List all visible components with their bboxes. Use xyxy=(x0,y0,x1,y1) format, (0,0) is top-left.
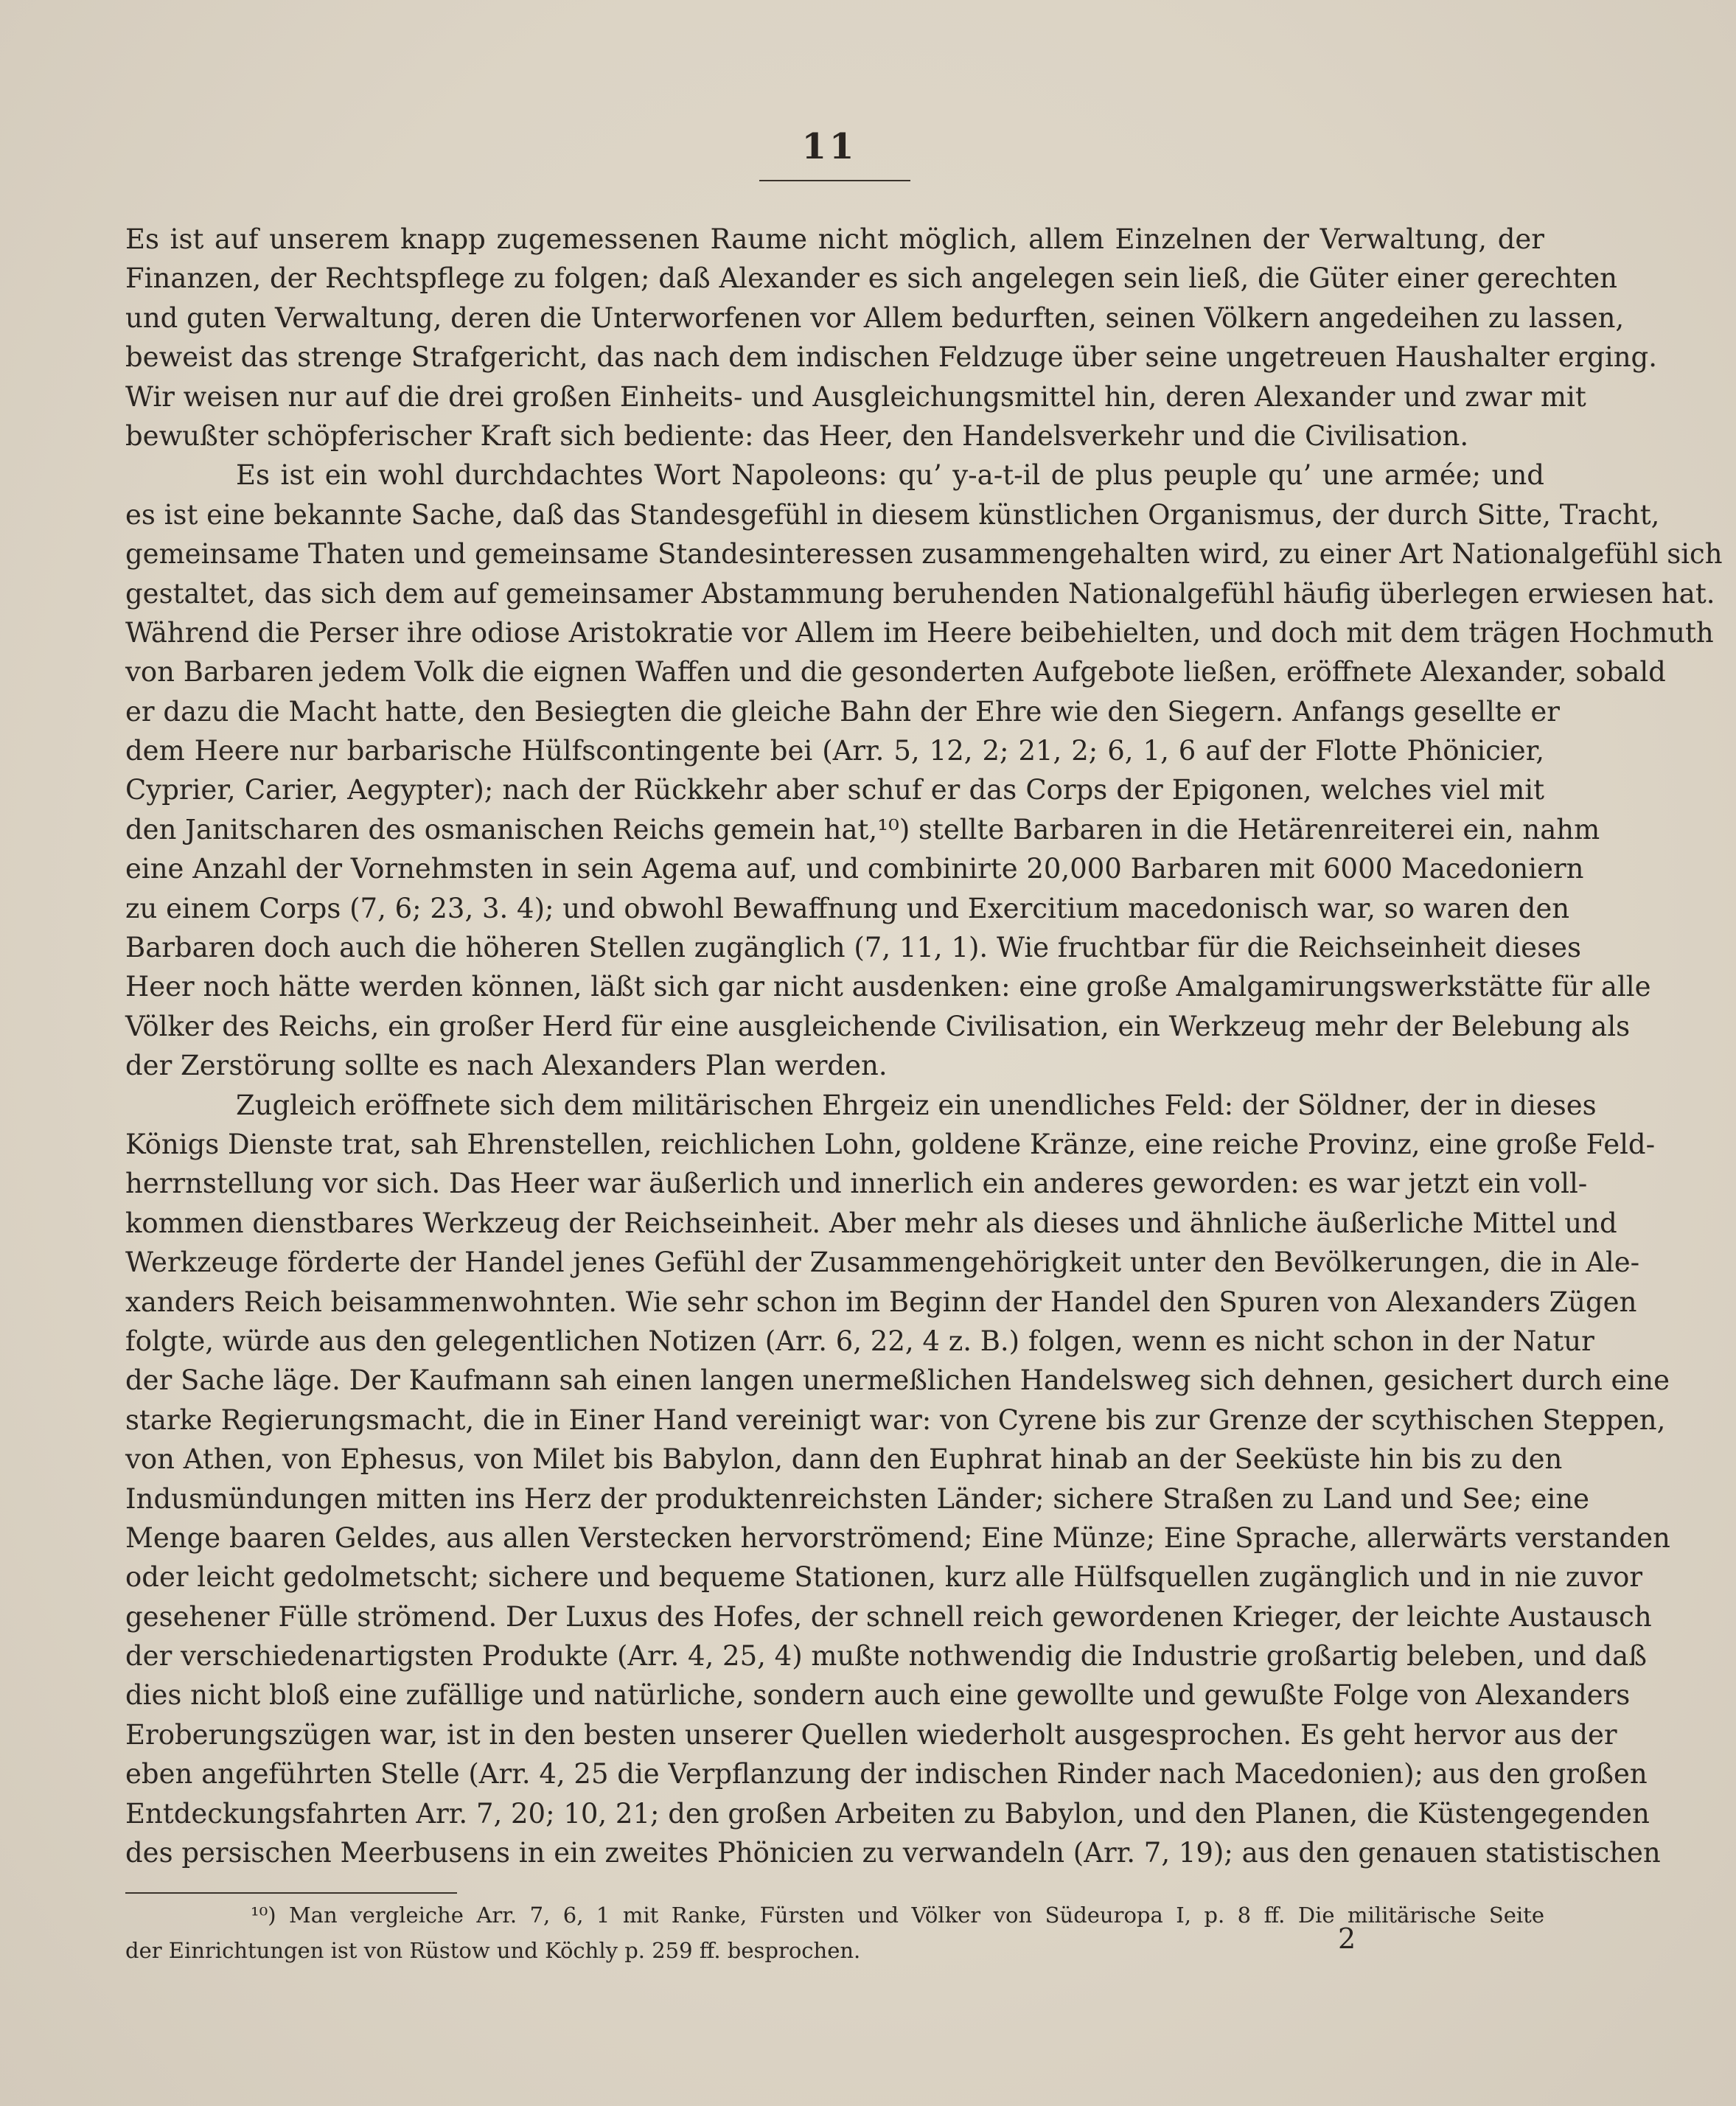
page-number-rule xyxy=(759,180,910,181)
text-line: Es ist auf unserem knapp zugemessenen Raume nicht möglich, allem Einzelnen der Verwaltung, der xyxy=(125,223,1544,255)
text-line: eben angeführten Stelle (Arr. 4, 25 die Verpflanzung der indischen Rinder nach Macedonien); aus den großen xyxy=(125,1758,1648,1791)
footnote-line: der Einrichtungen ist von Rüstow und Köchly p. 259 ff. besprochen. xyxy=(125,1938,861,1963)
text-line: und guten Verwaltung, deren die Unterworfenen vor Allem bedurften, seinen Völkern angedeihen zu lassen, xyxy=(125,301,1625,334)
text-line: zu einem Corps (7, 6; 23, 3. 4); und obwohl Bewaffnung und Exercitium macedonisch war, so waren den xyxy=(125,892,1570,924)
text-line: dem Heere nur barbarische Hülfscontingente bei (Arr. 5, 12, 2; 21, 2; 6, 1, 6 auf der Flotte Phönicier, xyxy=(125,735,1544,767)
text-line: Cyprier, Carier, Aegypter); nach der Rückkehr aber schuf er das Corps der Epigonen, welches viel mit xyxy=(125,774,1544,806)
text-line: er dazu die Macht hatte, den Besiegten die gleiche Bahn der Ehre wie den Siegern. Anfangs gesellte er xyxy=(125,695,1560,728)
text-line: Zugleich eröffnete sich dem militärischen Ehrgeiz ein unendliches Feld: der Söldner, der in dieses xyxy=(236,1089,1597,1121)
text-line: der Zerstörung sollte es nach Alexanders Plan werden. xyxy=(125,1050,888,1082)
text-line: Indusmündungen mitten ins Herz der produktenreichsten Länder; sichere Straßen zu Land und See; eine xyxy=(125,1482,1590,1515)
text-line: herrnstellung vor sich. Das Heer war äußerlich und innerlich ein anderes geworden: es war jetzt ein voll- xyxy=(125,1168,1588,1200)
text-line: Barbaren doch auch die höheren Stellen zugänglich (7, 11, 1). Wie fruchtbar für die Reichseinheit dieses xyxy=(125,932,1581,964)
text-line: Werkzeuge förderte der Handel jenes Gefühl der Zusammengehörigkeit unter den Bevölkerungen, die in Ale- xyxy=(125,1246,1640,1279)
text-line: Entdeckungsfahrten Arr. 7, 20; 10, 21; den großen Arbeiten zu Babylon, und den Planen, die Küstengegenden xyxy=(125,1797,1650,1830)
signature-mark: 2 xyxy=(1338,1922,1356,1955)
text-line: Menge baaren Geldes, aus allen Verstecken hervorströmend; Eine Münze; Eine Sprache, allerwärts verstanden xyxy=(125,1521,1670,1554)
text-line: von Barbaren jedem Volk die eignen Waffen und die gesonderten Aufgebote ließen, eröffnete Alexander, sobald xyxy=(125,656,1666,688)
text-line: Wir weisen nur auf die drei großen Einheits- und Ausgleichungsmittel hin, deren Alexander und zwar mit xyxy=(125,380,1586,413)
text-line: kommen dienstbares Werkzeug der Reichseinheit. Aber mehr als dieses und ähnliche äußerliche Mittel und xyxy=(125,1207,1617,1239)
footnote-line: ¹⁰) Man vergleiche Arr. 7, 6, 1 mit Ranke, Fürsten und Völker von Südeuropa I, p. 8 ff. Die militärische Seite xyxy=(251,1903,1544,1928)
text-line: bewußter schöpferischer Kraft sich bediente: das Heer, den Handelsverkehr und die Civilisation. xyxy=(125,419,1469,452)
text-line: Während die Perser ihre odiose Aristokratie vor Allem im Heere beibehielten, und doch mit dem trägen Hochmuth xyxy=(125,616,1714,649)
text-line: den Janitscharen des osmanischen Reichs gemein hat,¹⁰) stellte Barbaren in die Hetärenreiterei ein, nahm xyxy=(125,813,1600,845)
text-line: Eroberungszügen war, ist in den besten unserer Quellen wiederholt ausgesprochen. Es geht hervor aus der xyxy=(125,1718,1617,1751)
text-line: der Sache läge. Der Kaufmann sah einen langen unermeßlichen Handelsweg sich dehnen, gesichert durch eine xyxy=(125,1364,1670,1397)
text-line: gestaltet, das sich dem auf gemeinsamer Abstammung beruhenden Nationalgefühl häufig überlegen erwiesen hat. xyxy=(125,577,1715,610)
text-line: Finanzen, der Rechtspflege zu folgen; daß Alexander es sich angelegen sein ließ, die Güter einer gerechten xyxy=(125,262,1617,295)
text-line: Heer noch hätte werden können, läßt sich gar nicht ausdenken: eine große Amalgamirungswerkstätte für alle xyxy=(125,971,1651,1003)
text-line: beweist das strenge Strafgericht, das nach dem indischen Feldzuge über seine ungetreuen Haushalter erging. xyxy=(125,341,1657,374)
text-line: starke Regierungsmacht, die in Einer Hand vereinigt war: von Cyrene bis zur Grenze der scythischen Steppen, xyxy=(125,1404,1666,1436)
text-line: des persischen Meerbusens in ein zweites Phönicien zu verwandeln (Arr. 7, 19); aus den genauen statistischen xyxy=(125,1837,1661,1869)
text-line: folgte, würde aus den gelegentlichen Notizen (Arr. 6, 22, 4 z. B.) folgen, wenn es nicht schon in der Natur xyxy=(125,1325,1594,1357)
body-text xyxy=(125,220,1723,1872)
text-line: Königs Dienste trat, sah Ehrenstellen, reichlichen Lohn, goldene Kränze, eine reiche Provinz, eine große Feld- xyxy=(125,1128,1656,1160)
text-line: xanders Reich beisammenwohnten. Wie sehr schon im Beginn der Handel den Spuren von Alexanders Zügen xyxy=(125,1286,1637,1318)
text-line: oder leicht gedolmetscht; sichere und bequeme Stationen, kurz alle Hülfsquellen zugänglich und in nie zuvor xyxy=(125,1561,1643,1594)
text-line: von Athen, von Ephesus, von Milet bis Babylon, dann den Euphrat hinab an der Seeküste hin bis zu den xyxy=(125,1443,1563,1476)
text-line: der verschiedenartigsten Produkte (Arr. 4, 25, 4) mußte nothwendig die Industrie großartig beleben, und daß xyxy=(125,1640,1647,1673)
text-line: es ist eine bekannte Sache, daß das Standesgefühl in diesem künstlichen Organismus, der durch Sitte, Tracht, xyxy=(125,498,1660,531)
page-number: 11 xyxy=(801,126,857,167)
footnote xyxy=(125,1897,1544,1968)
text-line: Es ist ein wohl durchdachtes Wort Napoleons: qu’ y-a-t-il de plus peuple qu’ une armée; und xyxy=(236,459,1544,492)
text-line: gesehener Fülle strömend. Der Luxus des Hofes, der schnell reich gewordenen Krieger, der leichte Austausch xyxy=(125,1600,1652,1633)
text-line: eine Anzahl der Vornehmsten in sein Agema auf, und combinirte 20,000 Barbaren mit 6000 Macedoniern xyxy=(125,853,1584,885)
text-line: dies nicht bloß eine zufällige und natürliche, sondern auch eine gewollte und gewußte Folge von Alexanders xyxy=(125,1679,1631,1712)
text-line: Völker des Reichs, ein großer Herd für eine ausgleichende Civilisation, ein Werkzeug mehr der Belebung als xyxy=(125,1010,1631,1042)
text-line: gemeinsame Thaten und gemeinsame Standesinteressen zusammengehalten wird, zu einer Art Nationalgefühl sich xyxy=(125,538,1723,571)
footnote-rule xyxy=(125,1892,457,1894)
